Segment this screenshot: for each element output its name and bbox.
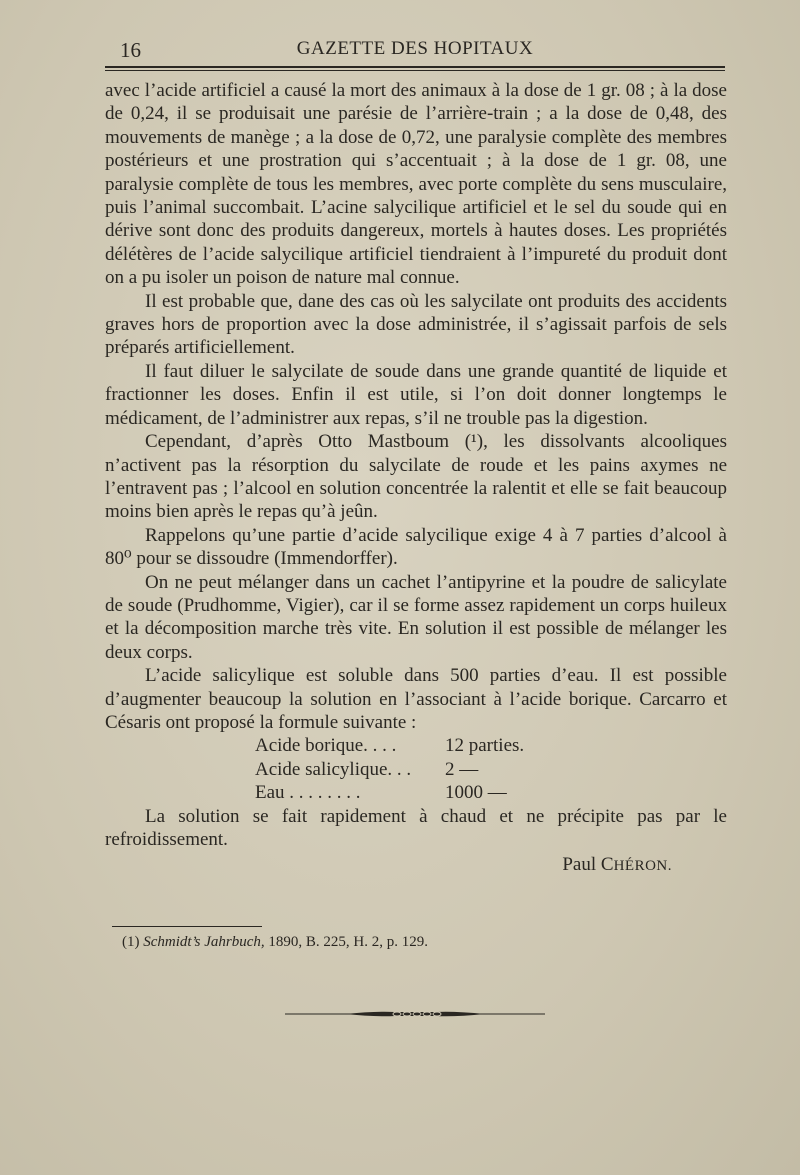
formula-row	[255, 758, 727, 781]
author-last-name	[601, 854, 672, 875]
formula-ingredient: Acide borique. . . .	[255, 735, 397, 757]
header-rule	[105, 66, 725, 71]
paragraph: On ne peut mélanger dans un cachet l’antipyrine et la poudre de salicylate de soude (Prudhomme, Vigier), car il se forme assez rapidement un corps huileux et la décomposition marche très vite. En solution il est possible de mélanger les deux corps.	[105, 571, 727, 663]
formula-ingredient: Eau . . . . . . . .	[255, 782, 361, 804]
paragraph: Rappelons qu’une partie d’acide salycilique exige 4 à 7 parties d’alcool à 80⁰ pour se dissoudre (Immendorffer).	[105, 524, 727, 570]
paragraph: avec l’acide artificiel a causé la mort des animaux à la dose de 1 gr. 08 ; à la dose de 0,24, il se produisait une parésie de l’arrière-train ; a la dose de 0,48, des mouvements de manège ; a la dose de 0,72, une paralysie complète des membres postérieurs et une prostration qui s’accentuait ; à la dose de 1 gr. 08, une paralysie complète de tous les membres, avec porte complète du sens musculaire, puis l’animal succombait. L’acine salycilique artificiel et le sel du soude qui en dérive sont donc des produits dangereux, mortels à hautes doses. Les propriétés délétères de l’acide salycilique artificiel tiendraient à l’impureté du produit dont on a pu isoler un poison de nature mal connue.	[105, 80, 727, 289]
author-signature	[105, 853, 727, 878]
footnote-details: 1890, B. 225, H. 2, p. 129.	[268, 934, 428, 950]
formula-quantity: 2 —	[445, 758, 479, 780]
formula-table	[255, 734, 727, 804]
paragraph: Il est probable que, dane des cas où les salycilate ont produits des accidents graves hors de proportion avec la dose administrée, il s’agissait parfois de sels préparés artificiellement.	[105, 290, 727, 359]
footnote-marker: (1)	[122, 934, 140, 950]
paragraph: Cependant, d’après Otto Mastboum (¹), les dissolvants alcooliques n’activent pas la résorption du salycilate de roude et les pains axymes ne l’entravent pas ; l’alcool en solution concentrée la ralentit et elle se fait beaucoup moins bien après le repas qu’à jeûn.	[105, 431, 727, 523]
formula-quantity: 1000 —	[445, 782, 507, 804]
article-body	[105, 79, 727, 879]
page-header	[105, 38, 725, 68]
footnote	[122, 934, 428, 951]
formula-row	[255, 781, 727, 804]
running-title: GAZETTE DES HOPITAUX	[296, 38, 534, 59]
ornament-divider	[285, 1006, 545, 1022]
author-last-rest: HÉRON.	[613, 858, 672, 875]
paragraph: Il faut diluer le salycilate de soude dans une grande quantité de liquide et fractionner les doses. Enfin il est utile, si l’on doit donner longtemps le médicament, de l’administrer aux repas, s’il ne trouble pas la digestion.	[105, 360, 727, 429]
formula-ingredient: Acide salicylique. . .	[255, 758, 412, 780]
page-number: 16	[120, 38, 141, 62]
footnote-source: Schmidt’s Jahrbuch,	[143, 934, 265, 950]
formula-row	[255, 734, 727, 757]
author-last-initial: C	[600, 854, 614, 876]
footnote-rule	[112, 926, 262, 927]
paragraph: L’acide salicylique est soluble dans 500 parties d’eau. Il est possible d’augmenter beaucoup la solution en l’associant à l’acide borique. Carcarro et Césaris ont proposé la formule suivante :	[105, 665, 727, 733]
closing-paragraph: La solution se fait rapidement à chaud et ne précipite pas par le refroidissement.	[105, 805, 727, 850]
formula-quantity: 12 parties.	[445, 735, 525, 757]
author-first-name: Paul	[562, 854, 597, 876]
